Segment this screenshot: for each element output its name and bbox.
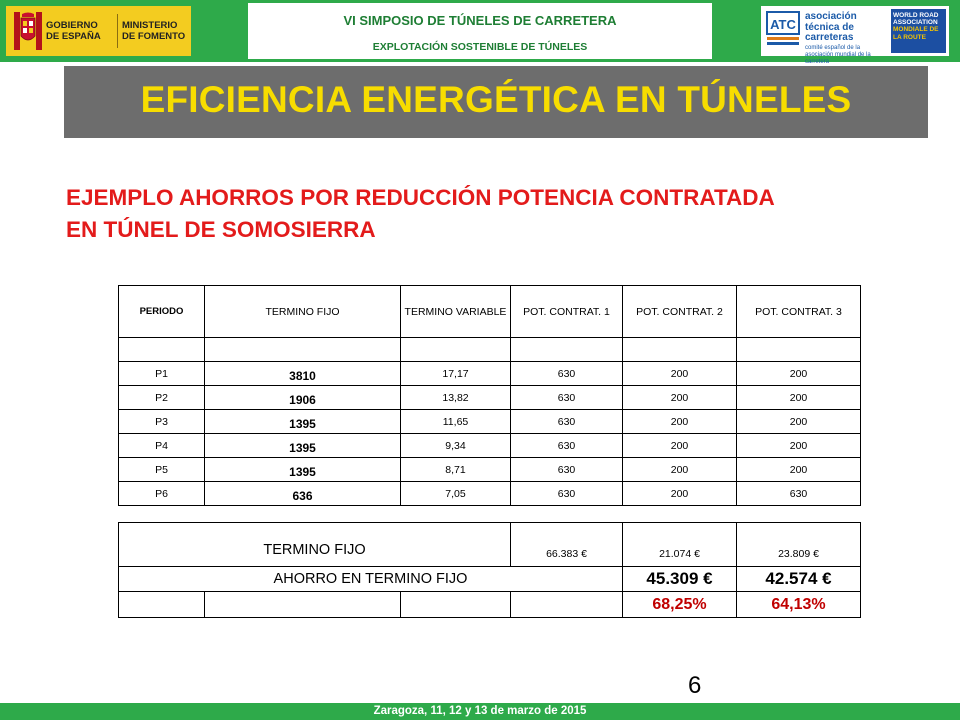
ahorro-value: 45.309 € bbox=[623, 567, 737, 592]
termino-fijo-value: 21.074 € bbox=[623, 523, 737, 567]
table-row bbox=[119, 434, 861, 458]
table-cell: 200 bbox=[737, 410, 861, 434]
table-row bbox=[119, 362, 861, 386]
footer-bar bbox=[0, 703, 960, 720]
ahorro-row bbox=[119, 567, 861, 592]
footer-text: Zaragoza, 11, 12 y 13 de marzo de 2015 bbox=[373, 705, 587, 717]
table-cell: 13,82 bbox=[401, 386, 511, 410]
atc-name bbox=[805, 12, 887, 66]
table-cell: 200 bbox=[623, 458, 737, 482]
page-title: EFICIENCIA ENERGÉTICA EN TÚNELES bbox=[140, 79, 852, 120]
header-termino-variable: TERMINO VARIABLE bbox=[401, 286, 511, 338]
logo-divider bbox=[117, 14, 118, 48]
table-cell: P5 bbox=[119, 458, 205, 482]
table-cell: 11,65 bbox=[401, 410, 511, 434]
table-cell: 200 bbox=[623, 362, 737, 386]
ahorro-label: AHORRO EN TERMINO FIJO bbox=[119, 567, 623, 592]
atc-name-label: asociación técnica de carreteras bbox=[805, 11, 857, 43]
ministerio-de-fomento-label: MINISTERIO DE FOMENTO bbox=[122, 20, 186, 42]
table-row bbox=[119, 482, 861, 506]
wra-line1: WORLD ROAD ASSOCIATION bbox=[893, 12, 939, 27]
table-cell bbox=[511, 338, 623, 362]
slide-subtitle bbox=[66, 182, 916, 246]
header-pot-contrat-2: POT. CONTRAT. 2 bbox=[623, 286, 737, 338]
table-cell: 200 bbox=[737, 434, 861, 458]
table-cell: P4 bbox=[119, 434, 205, 458]
table-cell: 1906 bbox=[205, 386, 401, 410]
atc-subtitle: comité español de la asociación mundial de la carretera bbox=[805, 44, 871, 65]
header-bar bbox=[0, 0, 960, 65]
symposium-banner bbox=[248, 3, 712, 59]
table-cell: 630 bbox=[511, 434, 623, 458]
svg-text:ATC: ATC bbox=[770, 17, 796, 32]
savings-table bbox=[118, 522, 861, 618]
table-cell: 630 bbox=[737, 482, 861, 506]
world-road-association-logo bbox=[891, 9, 946, 53]
table-header-row bbox=[119, 286, 861, 338]
table-cell: P1 bbox=[119, 362, 205, 386]
header-pot-contrat-1: POT. CONTRAT. 1 bbox=[511, 286, 623, 338]
table-cell: P3 bbox=[119, 410, 205, 434]
table-cell: 200 bbox=[737, 458, 861, 482]
table-cell: 200 bbox=[623, 482, 737, 506]
termino-fijo-label: TERMINO FIJO bbox=[119, 523, 511, 567]
table-cell: 200 bbox=[737, 386, 861, 410]
gobierno-logo bbox=[6, 6, 191, 56]
tariff-table bbox=[118, 285, 861, 506]
table-cell bbox=[401, 338, 511, 362]
table-cell: 200 bbox=[623, 410, 737, 434]
table-blank-row bbox=[119, 338, 861, 362]
table-cell: 200 bbox=[623, 434, 737, 458]
table-cell: 9,34 bbox=[401, 434, 511, 458]
table-cell bbox=[205, 338, 401, 362]
table-cell bbox=[205, 592, 401, 618]
table-cell: 200 bbox=[737, 362, 861, 386]
table-cell: 630 bbox=[511, 362, 623, 386]
table-cell: 1395 bbox=[205, 434, 401, 458]
table-row bbox=[119, 410, 861, 434]
symposium-subtitle: EXPLOTACIÓN SOSTENIBLE DE TÚNELES bbox=[372, 41, 588, 53]
table-cell bbox=[511, 592, 623, 618]
table-cell: 7,05 bbox=[401, 482, 511, 506]
percentage-row bbox=[119, 592, 861, 618]
table-cell: 1395 bbox=[205, 410, 401, 434]
table-cell: 630 bbox=[511, 410, 623, 434]
savings-percentage: 68,25% bbox=[623, 592, 737, 618]
wra-line2: MONDIALE DE LA ROUTE bbox=[893, 26, 939, 41]
termino-fijo-row bbox=[119, 523, 861, 567]
title-bar bbox=[64, 66, 928, 138]
termino-fijo-value: 23.809 € bbox=[737, 523, 861, 567]
subtitle-line-2: EN TÚNEL DE SOMOSIERRA bbox=[66, 217, 376, 242]
table-cell: 200 bbox=[623, 386, 737, 410]
coat-of-arms-icon bbox=[14, 12, 42, 50]
table-row bbox=[119, 386, 861, 410]
atc-emblem-icon bbox=[765, 10, 801, 50]
table-cell: 1395 bbox=[205, 458, 401, 482]
table-cell: P2 bbox=[119, 386, 205, 410]
table-cell bbox=[623, 338, 737, 362]
symposium-title: VI SIMPOSIO DE TÚNELES DE CARRETERA bbox=[343, 13, 617, 28]
savings-percentage: 64,13% bbox=[737, 592, 861, 618]
table-cell: 636 bbox=[205, 482, 401, 506]
table-cell bbox=[119, 338, 205, 362]
termino-fijo-value: 66.383 € bbox=[511, 523, 623, 567]
header-pot-contrat-3: POT. CONTRAT. 3 bbox=[737, 286, 861, 338]
table-cell: 630 bbox=[511, 482, 623, 506]
table-row bbox=[119, 458, 861, 482]
table-cell: 17,17 bbox=[401, 362, 511, 386]
table-cell: 630 bbox=[511, 458, 623, 482]
ahorro-value: 42.574 € bbox=[737, 567, 861, 592]
header-periodo: PERIODO bbox=[119, 286, 205, 338]
table-cell: 8,71 bbox=[401, 458, 511, 482]
table-cell: 3810 bbox=[205, 362, 401, 386]
wra-text bbox=[893, 12, 945, 41]
header-termino-fijo: TERMINO FIJO bbox=[205, 286, 401, 338]
table-cell bbox=[737, 338, 861, 362]
gobierno-de-espana-label: GOBIERNO DE ESPAÑA bbox=[46, 20, 101, 42]
subtitle-line-1: EJEMPLO AHORROS POR REDUCCIÓN POTENCIA CONTRATADA bbox=[66, 185, 775, 210]
table-cell: 630 bbox=[511, 386, 623, 410]
page-number: 6 bbox=[688, 672, 702, 699]
table-cell bbox=[401, 592, 511, 618]
table-cell: P6 bbox=[119, 482, 205, 506]
atc-logo bbox=[761, 6, 949, 65]
table-cell bbox=[119, 592, 205, 618]
